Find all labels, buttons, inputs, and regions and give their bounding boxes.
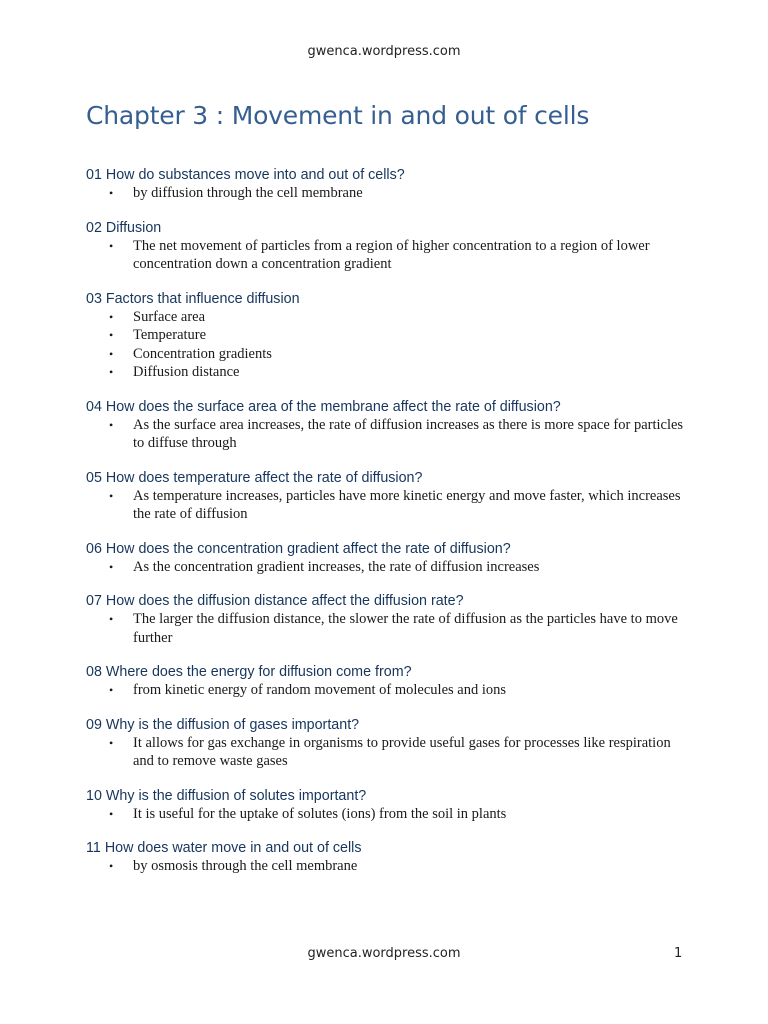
bullet-item: [86, 237, 686, 274]
qa-section: [86, 540, 686, 577]
bullet-list: [86, 734, 686, 771]
bullet-icon: •: [109, 612, 114, 626]
bullet-icon: •: [109, 417, 114, 432]
bullet-item: [86, 416, 686, 453]
page-title: Chapter 3 : Movement in and out of cells: [86, 101, 590, 130]
bullet-item: [86, 363, 686, 382]
bullet-list: [86, 308, 686, 382]
bullet-list: [86, 558, 686, 577]
section-question: 11 How does water move in and out of cells: [86, 840, 362, 856]
bullet-list: [86, 610, 686, 647]
bullet-icon: •: [109, 559, 114, 574]
qa-section: [86, 469, 686, 524]
bullet-item: [86, 681, 686, 700]
bullet-item: [86, 857, 686, 876]
qa-section: [86, 166, 686, 203]
bullet-item: [86, 308, 686, 327]
section-question: 10 Why is the diffusion of solutes important?: [86, 787, 367, 804]
qa-section: [86, 592, 686, 647]
bullet-text: It is useful for the uptake of solutes (ions) from the soil in plants: [133, 805, 507, 822]
bullet-icon: •: [109, 309, 114, 324]
qa-section: [86, 787, 686, 824]
bullet-text: It allows for gas exchange in organisms to provide useful gases for processes like respiration and to remove waste gases: [133, 734, 671, 769]
page-footer: gwenca.wordpress.com: [307, 946, 461, 961]
bullet-list: [86, 805, 686, 824]
bullet-list: [86, 487, 686, 524]
page-number: 1: [674, 946, 683, 961]
qa-section: [86, 663, 686, 700]
bullet-text: As the surface area increases, the rate of diffusion increases as there is more space for particles to diffuse through: [133, 416, 684, 451]
bullet-icon: •: [109, 186, 114, 200]
bullet-list: [86, 416, 686, 453]
bullet-list: [86, 681, 686, 700]
bullet-item: [86, 487, 686, 524]
bullet-text: As the concentration gradient increases, the rate of diffusion increases: [133, 558, 540, 575]
bullet-list: [86, 184, 686, 203]
bullet-icon: •: [109, 365, 114, 379]
bullet-text: from kinetic energy of random movement of molecules and ions: [133, 682, 507, 698]
qa-section: [86, 839, 686, 876]
bullet-list: [86, 857, 686, 876]
qa-section: [86, 290, 686, 382]
bullet-text: Surface area: [133, 308, 206, 325]
section-question: 01 How do substances move into and out of cells?: [86, 167, 405, 183]
bullet-icon: •: [109, 328, 114, 342]
bullet-icon: •: [109, 806, 114, 821]
bullet-text: The net movement of particles from a region of higher concentration to a region of lower concentration down a concentration gradient: [133, 237, 650, 272]
qa-list: [86, 166, 686, 892]
bullet-text: Temperature: [133, 327, 207, 343]
bullet-text: by osmosis through the cell membrane: [133, 858, 358, 874]
bullet-text: Diffusion distance: [133, 364, 240, 380]
bullet-item: [86, 184, 686, 203]
bullet-icon: •: [109, 735, 114, 750]
bullet-text: As temperature increases, particles have more kinetic energy and move faster, which increases the rate of diffusion: [133, 487, 681, 522]
bullet-item: [86, 558, 686, 577]
qa-section: [86, 716, 686, 771]
bullet-icon: •: [109, 859, 114, 873]
bullet-icon: •: [109, 238, 114, 253]
section-question: 04 How does the surface area of the membrane affect the rate of diffusion?: [86, 398, 561, 415]
section-question: 07 How does the diffusion distance affect the diffusion rate?: [86, 593, 464, 609]
bullet-item: [86, 610, 686, 647]
section-question: 06 How does the concentration gradient affect the rate of diffusion?: [86, 540, 511, 557]
bullet-text: Concentration gradients: [133, 345, 272, 362]
section-question: 09 Why is the diffusion of gases important?: [86, 716, 360, 733]
qa-section: [86, 219, 686, 274]
page-header: gwenca.wordpress.com: [307, 44, 461, 59]
qa-section: [86, 398, 686, 453]
bullet-list: [86, 237, 686, 274]
bullet-text: by diffusion through the cell membrane: [133, 185, 363, 201]
section-question: 08 Where does the energy for diffusion come from?: [86, 664, 412, 680]
bullet-text: The larger the diffusion distance, the slower the rate of diffusion as the particles have to move further: [133, 611, 678, 646]
section-question: 03 Factors that influence diffusion: [86, 290, 300, 307]
bullet-item: [86, 326, 686, 345]
bullet-item: [86, 345, 686, 364]
section-question: 05 How does temperature affect the rate of diffusion?: [86, 469, 423, 486]
section-question: 02 Diffusion: [86, 219, 162, 236]
bullet-icon: •: [109, 488, 114, 503]
bullet-icon: •: [109, 683, 114, 697]
bullet-item: [86, 734, 686, 771]
bullet-icon: •: [109, 346, 114, 361]
bullet-item: [86, 805, 686, 824]
